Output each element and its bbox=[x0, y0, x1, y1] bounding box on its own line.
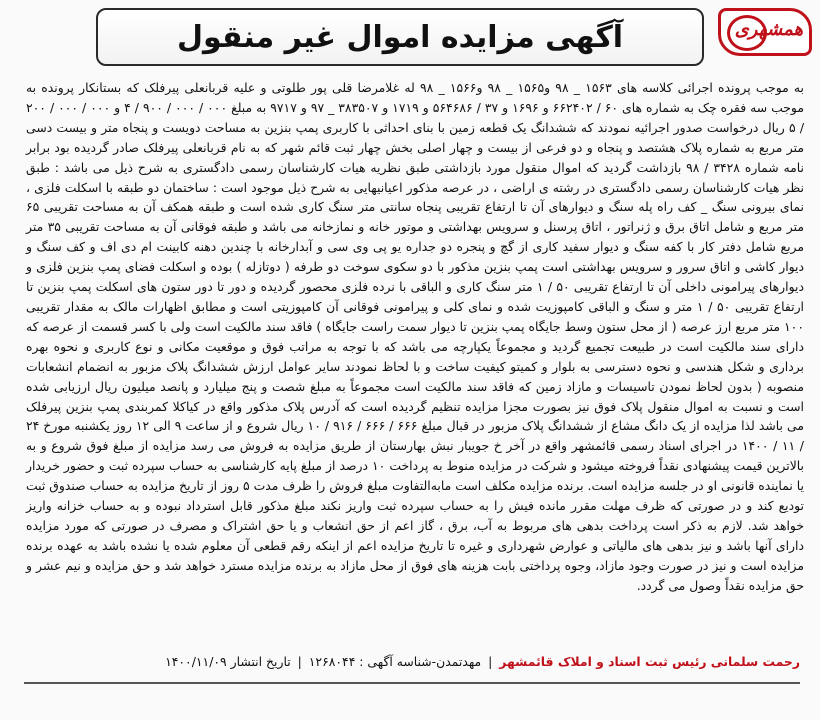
logo-text: همشهری bbox=[734, 19, 803, 40]
publish-date: تاریخ انتشار ۱۴۰۰/۱۱/۰۹ bbox=[165, 654, 291, 669]
page-title: آگهی مزایده اموال غیر منقول bbox=[176, 19, 624, 55]
notice-id: مهدتمدن-شناسه آگهی : ۱۲۶۸۰۴۴ bbox=[308, 654, 482, 669]
footer-separator: | bbox=[297, 654, 302, 669]
signer-name: رحمت سلمانی رئیس ثبت اسناد و املاک قائمشهر bbox=[499, 654, 800, 669]
footer-separator: | bbox=[488, 654, 493, 669]
newspaper-logo bbox=[718, 8, 812, 56]
footer-line bbox=[60, 654, 800, 669]
notice-body: به موجب پرونده اجرائی کلاسه های ۱۵۶۳ _ ۹۸ و۱۵۶۵ _ ۹۸ و۱۵۶۶ _ ۹۸ له غلامرضا قلی پور طلوتی و علیه قربانعلی پیرفلک که بستانکار پرونده به موجب سه فقره چک به شماره های ۶۰ / ۶۶۲۴۰۲ و ۱۶۹۶ و ۳۷ / ۵۶۴۶۸۶ و ۱۷۱۹ و ۳۸۳۵۰۷ _ ۹۷ و ۹۷۱۷ به مبلغ ۰۰۰ / ۰۰۰ / ۹۰۰ / ۴ و ۰۰۰ / ۰۰۰ / ۲۰۰ / ۵ ریال درخواست صدور اجرائیه نمودند که ششدانگ یک قطعه زمین با بنای احداثی با کاربری پمپ بنزین به مساحت دویست و پنجاه متر و بیست دسی متر مربع به شماره پلاک هشتصد و پنجاه و دو فرعی از بیست و چهار اصلی بخش چهار ثبت قائم شهر که به نام قربانعلی پیرفلک صادر گردیده بود برابر نامه شماره ۳۴۲۸ / ۹۸ بازداشت گردید که اموال منقول مورد بازداشتی طبق نظریه هیات کارشناسان رسمی دادگستری به شرح ذیل می باشد : طبق نظر هیات کارشناسان رسمی دادگستری در رشته ی اراضی ، در عرصه مذکور اعیانیهایی به شرح ذیل موجود است : ساختمان دو طبقه با اسکلت فلزی ، نمای بیرونی سنگ _ کف راه پله سنگ و دیوارهای آن تا ارتفاع تقریبی پنجاه سانتی متر سنگ کاری شده است و طبقه همکف آن به مساحت تقریبی ۶۵ متر مربع و شامل اتاق برق و ژنراتور ، اتاق پرسنل و سرویس بهداشتی و موتور خانه و نمازخانه می باشد و طبقه فوقانی آن به مساحت تقریبی ۳۵ متر مربع شامل دفتر کار با کفه سنگ و دیوار سفید کاری از گچ و پنجره دو جداره یو پی وی سی و آبدارخانه با چندین دهنه کابینت ام دی اف و کف سنگ و دیوار کاشی و اتاق سرور و سرویس بهداشتی است پمپ بنزین مذکور با دو سکوی سوخت دو طرفه ( دوتازله ) بوده و اسکلت فضای پمپ بنزین فلزی و دیوارهای پیرامونی داخلی آن تا ارتفاع تقریبی ۵۰ / ۱ متر سنگ کاری و الباقی با نرده فلزی محصور گردیده و دور تا دور ستون های اسکلت پمپ بنزین تا ارتفاع تقریبی ۵۰ / ۱ متر و سنگ و الباقی کامپوزیت شده و نمای کلی و پیرامونی فوقانی آن کامپوزیتی است و مطابق اظهارات مالک به مقدار تقریبی ۱۰۰ متر مربع ارز عرصه ( از محل ستون وسط جایگاه پمپ بنزین تا دیوار سمت راست جایگاه ) فاقد سند مالکیت است ولی با کسر قسمت از عرصه که دارای سند مالکیت است در طبیعت تجمیع گردید و مجموعاً یکپارچه می باشد که با توجه به مراتب فوق و موقعیت مکانی و نوع کاربری و نحوه بهره برداری و شکل هندسی و نحوه دسترسی به بلوار و کمیتو کیفیت ساخت و با لحاظ نمودند سایر عوامل ارزش ششدانگ پلاک مزبور به انضمام انشعابات منصوبه ( بدون لحاظ نمودن تاسیسات و مازاد زمین که فاقد سند مالکیت است مجموعاً به مبلغ شصت و پنج میلیارد و پانصد میلیون ریال ارزیابی شده است و نسبت به اموال منقول پلاک فوق نیز بصورت مجزا مزایده تنظیم گردیده است که آدرس پلاک مذکور واقع در کیاکلا کمربندی پمپ بنزین پیرفلک می باشد لذا مزایده از یک دانگ مشاع از ششدانگ پلاک مزبور در قبال مبلغ ۶۶۶ / ۶۶۶ / ۹۱۶ / ۱۰ ریال شروع و از ساعت ۹ الی ۱۲ روز یکشنبه مورخ ۲۴ / ۱۱ / ۱۴۰۰ در اجرای اسناد رسمی قائمشهر واقع در آخر خ جویبار نبش بهارستان از طریق مزایده به فروش می رسد مزایده از مبلغ فوق شروع و به بالاترین قیمت پیشنهادی نقداً فروخته میشود و شرکت در مزایده منوط به پرداخت ۱۰ درصد از مبلغ پایه کارشناسی به حساب سپرده ثبت و حضور خریدار یا نماینده قانونی او در جلسه مزایده است. برنده مزایده مکلف است مابه‌التفاوت مبلغ فروش را ظرف مدت ۵ روز از تاریخ مزایده به حساب صندوق ثبت تودیع کند و در صورتی که ظرف مهلت مقرر مانده فیش را به حساب سپرده ثبت واریز نکند مبلغ مذکور قابل استرداد نبوده و به حساب خزانه واریز خواهد شد. لازم به ذکر است پرداخت بدهی های مربوط به آب، برق ، گاز اعم از حق انشعاب و یا حق اشتراک و مصرف در صورتی که مورد مزایده دارای آنها باشد و نیز بدهی های مالیاتی و عوارض شهرداری و غیره تا تاریخ مزایده اعم از اینکه رقم قطعی آن معلوم شده یا نشده باشد به عهده برنده مزایده است و نیز در صورت وجود مازاد، وجوه پرداختی بابت هزینه های فوق از محل مازاد به برنده مزایده مسترد خواهد شد و حق مزایده و نیم عشر و حق مزایده نقداً وصول می گردد. bbox=[26, 80, 805, 593]
bottom-divider bbox=[24, 682, 800, 684]
